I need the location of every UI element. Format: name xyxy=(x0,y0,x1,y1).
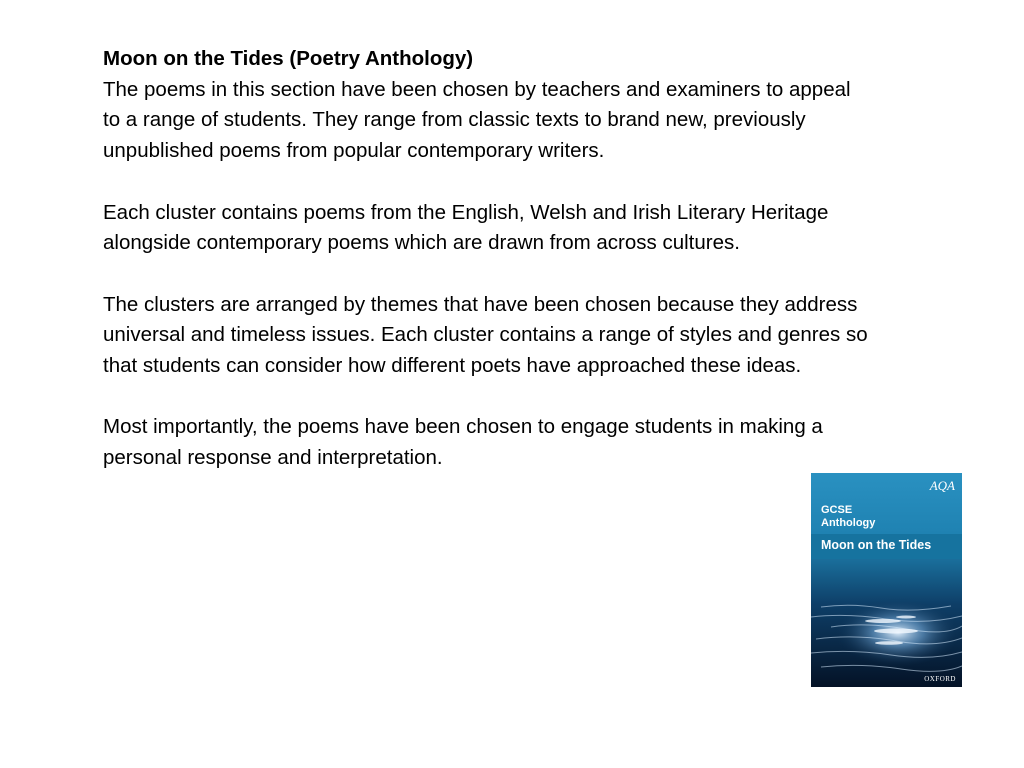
paragraph-line: that students can consider how different poets have approached these ideas. xyxy=(103,354,802,377)
paragraph-line: personal response and interpretation. xyxy=(103,446,443,470)
paragraph-4 xyxy=(103,412,973,473)
paragraph-2 xyxy=(103,198,973,259)
paragraph-line: The poems in this section have been chosen by teachers and examiners to appeal xyxy=(103,77,851,101)
paragraph-line: Most importantly, the poems have been chosen to engage students in making a xyxy=(103,415,823,439)
paragraph-line: alongside contemporary poems which are drawn from across cultures. xyxy=(103,231,740,255)
paragraph-1 xyxy=(103,75,973,167)
paragraph-line: unpublished poems from popular contemporary writers. xyxy=(103,139,605,163)
book-cover-image xyxy=(811,473,962,687)
slide-heading: Moon on the Tides (Poetry Anthology) xyxy=(103,47,474,70)
publisher-logo: OXFORD xyxy=(924,675,956,683)
cover-series-line: GCSE xyxy=(821,504,853,516)
cover-series-line: Anthology xyxy=(821,517,876,529)
paragraph-line: to a range of students. They range from classic texts to brand new, previously xyxy=(103,108,806,132)
cover-title: Moon on the Tides xyxy=(821,538,932,552)
paragraph-3 xyxy=(103,290,973,382)
aqa-logo: AQA xyxy=(929,478,955,493)
paragraph-line: universal and timeless issues. Each cluster contains a range of styles and genres so xyxy=(103,323,868,347)
cover-series-label xyxy=(821,504,911,530)
paragraph-line: The clusters are arranged by themes that have been chosen because they address xyxy=(103,292,858,316)
sea-moonlight-photo xyxy=(811,559,962,687)
paragraph-line: Each cluster contains poems from the English, Welsh and Irish Literary Heritage xyxy=(103,200,829,224)
text-block xyxy=(103,44,973,474)
